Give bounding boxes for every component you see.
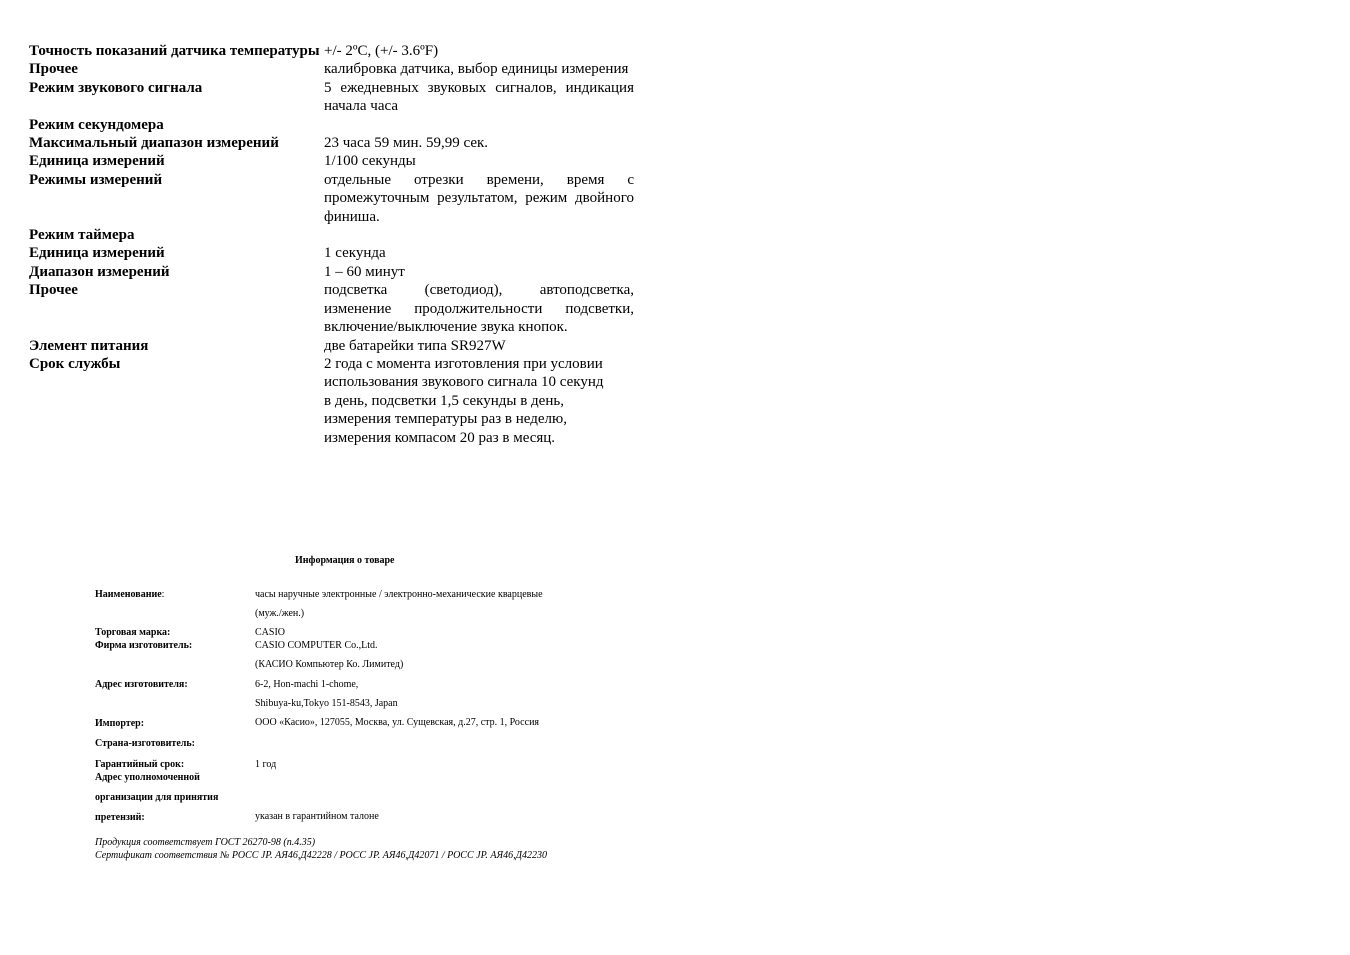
service-life-line: 2 года с момента изготовления при условии	[324, 355, 603, 372]
name-label-colon: :	[161, 589, 165, 600]
gost-compliance-line: Продукция соответствует ГОСТ 26270-98 (п.4.35)	[95, 837, 316, 848]
spec-label: Единица измерений	[29, 245, 165, 262]
spec-label: Элемент питания	[29, 337, 149, 354]
spec-label: Срок службы	[29, 355, 121, 372]
certification-footer	[95, 836, 547, 862]
spec-row-unit	[29, 244, 639, 262]
specifications-table	[29, 42, 639, 447]
spec-row-temp-accuracy	[29, 42, 639, 60]
spec-value: 1 секунда	[324, 245, 386, 262]
service-life-line: в день, подсветки 1,5 секунды в день,	[324, 392, 564, 409]
spec-row-other	[29, 60, 639, 78]
spec-row-battery	[29, 337, 639, 355]
brand-value: CASIO	[255, 627, 286, 638]
name-value: часы наручные электронные / электронно-механические кварцевые	[255, 589, 543, 600]
brand-label: Торговая марка:	[95, 627, 171, 638]
country-label: Страна-изготовитель:	[95, 738, 195, 749]
spec-label: Прочее	[29, 61, 78, 78]
claims-label-cont: претензий:	[95, 812, 145, 823]
address-value-cont: Shibuya-ku,Tokyo 151-8543, Japan	[255, 698, 398, 709]
spec-row-range	[29, 263, 639, 281]
certificate-line: Сертификат соответствия № РОСС JP. АЯ46,Д42228 / РОСС JP. АЯ46,Д42071 / РОСС JP. АЯ46,Д42230	[95, 850, 547, 861]
claims-label: Адрес уполномоченной	[95, 772, 200, 783]
spec-value: отдельные отрезки времени, время с промежуточным результатом, режим двойного финиша.	[324, 171, 634, 225]
manufacturer-value: CASIO COMPUTER Co.,Ltd.	[255, 640, 378, 651]
spec-label: Прочее	[29, 282, 78, 299]
warranty-label: Гарантийный срок:	[95, 759, 185, 770]
spec-value: две батарейки типа SR927W	[324, 337, 506, 354]
spec-row-other	[29, 281, 639, 336]
spec-label: Диапазон измерений	[29, 263, 170, 280]
spec-value: 5 ежедневных звуковых сигналов, индикация начала часа	[324, 79, 634, 115]
product-info-title: Информация о товаре	[295, 555, 395, 566]
spec-value: 1 – 60 минут	[324, 263, 405, 280]
spec-label: Точность показаний датчика температуры	[29, 43, 320, 59]
manufacturer-value-cont: (КАСИО Компьютер Ко. Лимитед)	[255, 659, 404, 670]
spec-row-timer-heading	[29, 226, 639, 244]
claims-value: указан в гарантийном талоне	[255, 811, 379, 822]
spec-value: 1/100 секунды	[324, 153, 416, 170]
name-label: Наименование	[95, 589, 162, 600]
spec-row-stopwatch-heading	[29, 116, 639, 134]
spec-value: 23 часа 59 мин. 59,99 сек.	[324, 135, 489, 152]
service-life-line: измерения температуры раз в неделю,	[324, 411, 567, 428]
name-label-cell	[95, 589, 164, 601]
address-label: Адрес изготовителя:	[95, 679, 188, 690]
importer-label: Импортер:	[95, 718, 145, 729]
address-value: 6-2, Hon-machi 1-chome,	[255, 679, 359, 690]
spec-row-max-range	[29, 134, 639, 152]
name-value-cont: (муж./жен.)	[255, 608, 305, 619]
spec-value: подсветка (светодиод), автоподсветка, изменение продолжительности подсветки, включение/выключение звука кнопок.	[324, 282, 634, 336]
spec-label: Единица измерений	[29, 153, 165, 170]
spec-label: Режимы измерений	[29, 171, 163, 188]
claims-label-cont: организации для принятия	[95, 792, 219, 803]
spec-value: калибровка датчика, выбор единицы измерения	[324, 61, 629, 78]
service-life-line: измерения компасом 20 раз в месяц.	[324, 429, 556, 446]
warranty-value: 1 год	[255, 759, 277, 770]
spec-value	[324, 355, 634, 447]
spec-label: Максимальный диапазон измерений	[29, 135, 279, 152]
spec-row-alarm	[29, 79, 639, 116]
service-life-line: использования звукового сигнала 10 секунд	[324, 374, 604, 391]
importer-value: ООО «Касио», 127055, Москва, ул. Сущевская, д.27, стр. 1, Россия	[255, 717, 540, 728]
spec-row-modes	[29, 171, 639, 226]
spec-row-unit	[29, 152, 639, 170]
spec-row-service-life	[29, 355, 639, 447]
spec-label: Режим звукового сигнала	[29, 79, 203, 96]
manufacturer-label: Фирма изготовитель:	[95, 640, 193, 651]
section-heading: Режим таймера	[29, 227, 135, 244]
section-heading: Режим секундомера	[29, 116, 164, 133]
spec-value: +/- 2ºC, (+/- 3.6ºF)	[324, 43, 439, 59]
